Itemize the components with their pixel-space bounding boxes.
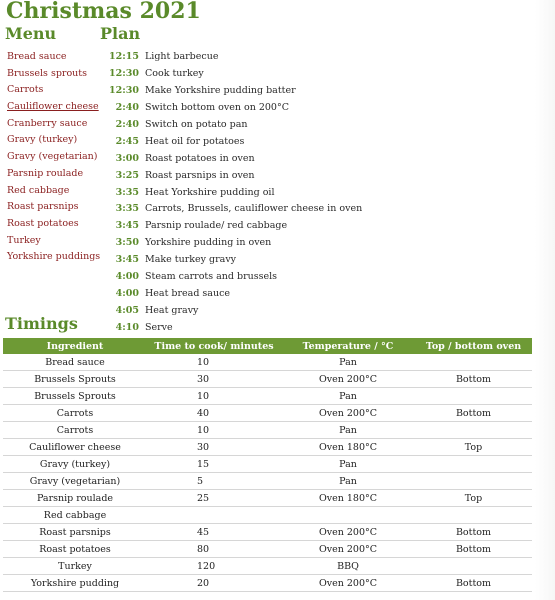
table-row: [3, 473, 532, 490]
cell-time: 10: [147, 354, 281, 371]
cell-temperature: Oven 200°C: [281, 524, 415, 541]
table-row: [3, 456, 532, 473]
cell-ingredient: Red cabbage: [3, 507, 147, 524]
cell-oven: Bottom: [415, 575, 532, 592]
cell-oven: [415, 456, 532, 473]
plan-time: 12:15: [109, 51, 139, 62]
plan-task: Light barbecue: [145, 51, 219, 62]
plan-time: 2:40: [115, 118, 139, 130]
cell-temperature: Oven 200°C: [281, 371, 415, 388]
cell-oven: [415, 354, 532, 371]
cell-ingredient: Gravy (turkey): [3, 456, 147, 473]
plan-item: [100, 218, 362, 235]
table-row: [3, 439, 532, 456]
cell-oven: Bottom: [415, 541, 532, 558]
menu-item: Cranberry sauce: [7, 117, 88, 129]
plan-time: 2:40: [115, 101, 139, 113]
timings-body: [3, 354, 532, 592]
plan-task: Heat Yorkshire pudding oil: [145, 186, 275, 198]
cell-time: 45: [147, 524, 281, 541]
menu-heading: Menu: [5, 24, 57, 43]
plan-time: 3:35: [115, 203, 139, 215]
cell-temperature: Pan: [281, 354, 415, 371]
plan-item: [100, 303, 362, 320]
timings-table: [3, 338, 532, 592]
plan-task: Cook turkey: [145, 67, 204, 79]
plan-item: [100, 66, 362, 83]
column-header-ingredient: Ingredient: [3, 338, 147, 354]
cell-time: 15: [147, 456, 281, 473]
menu-item: Gravy (turkey): [7, 134, 78, 146]
cell-oven: Top: [415, 490, 532, 507]
cell-time: 30: [147, 439, 281, 456]
cell-time: 5: [147, 473, 281, 490]
cell-ingredient: Gravy (vegetarian): [3, 473, 147, 490]
cell-temperature: Oven 180°C: [281, 490, 415, 507]
plan-item: [100, 49, 362, 66]
cell-ingredient: Carrots: [3, 405, 147, 422]
plan-time: 3:45: [115, 220, 139, 232]
cell-oven: [415, 388, 532, 405]
cell-ingredient: Turkey: [3, 558, 147, 575]
menu-item: Cauliflower cheese: [7, 101, 99, 113]
cell-oven: Top: [415, 439, 532, 456]
plan-task: Heat bread sauce: [145, 288, 231, 300]
menu-item: Parsnip roulade: [7, 167, 84, 179]
plan-task: Heat gravy: [145, 305, 199, 317]
plan-task: Serve: [145, 322, 173, 333]
menu-item: Brussels sprouts: [7, 67, 87, 79]
plan-item: [100, 201, 362, 218]
menu-item: Turkey: [7, 234, 41, 246]
table-row: [3, 541, 532, 558]
cell-oven: [415, 558, 532, 575]
menu-item: Roast potatoes: [7, 217, 79, 229]
cell-time: 80: [147, 541, 281, 558]
cell-time: 25: [147, 490, 281, 507]
plan-task: Roast potatoes in oven: [145, 152, 255, 164]
cell-ingredient: Roast parsnips: [3, 524, 147, 541]
plan-item: [100, 151, 362, 168]
page-title: Christmas 2021: [6, 0, 201, 24]
edge-shadow: [535, 0, 555, 600]
cell-temperature: Oven 200°C: [281, 575, 415, 592]
plan-task: Steam carrots and brussels: [145, 271, 278, 283]
plan-time: 3:00: [115, 152, 139, 164]
plan-heading: Plan: [100, 24, 141, 43]
menu-item: Roast parsnips: [7, 201, 79, 213]
plan-item: [100, 235, 362, 252]
cell-ingredient: Yorkshire pudding: [3, 575, 147, 592]
cell-temperature: Pan: [281, 422, 415, 439]
plan-time: 4:10: [115, 322, 139, 333]
cell-oven: [415, 422, 532, 439]
plan-time: 2:45: [115, 135, 139, 147]
menu-list: [7, 49, 100, 266]
cell-time: 120: [147, 558, 281, 575]
table-row: [3, 422, 532, 439]
cell-temperature: Oven 200°C: [281, 405, 415, 422]
plan-item: [100, 117, 362, 134]
plan-item: [100, 83, 362, 100]
table-row: [3, 575, 532, 592]
cell-ingredient: Bread sauce: [3, 354, 147, 371]
plan-item: [100, 168, 362, 185]
table-row: [3, 388, 532, 405]
plan-task: Switch on potato pan: [145, 118, 248, 130]
plan-item: [100, 320, 362, 337]
menu-item: Bread sauce: [7, 51, 67, 62]
timings-heading: Timings: [5, 314, 78, 333]
plan-task: Roast parsnips in oven: [145, 169, 255, 181]
table-row: [3, 405, 532, 422]
table-row: [3, 354, 532, 371]
table-row: [3, 371, 532, 388]
cell-time: 40: [147, 405, 281, 422]
column-header-time: Time to cook/ minutes: [147, 338, 281, 354]
cell-time: 20: [147, 575, 281, 592]
cell-ingredient: Brussels Sprouts: [3, 388, 147, 405]
plan-item: [100, 269, 362, 286]
column-header-temperature: Temperature / °C: [281, 338, 415, 354]
cell-time: [147, 507, 281, 524]
menu-item: Red cabbage: [7, 184, 70, 196]
cell-ingredient: Parsnip roulade: [3, 490, 147, 507]
cell-temperature: Pan: [281, 456, 415, 473]
cell-oven: Bottom: [415, 371, 532, 388]
table-row: [3, 524, 532, 541]
plan-time: 12:30: [109, 84, 139, 96]
column-header-oven: Top / bottom oven: [415, 338, 532, 354]
plan-time: 3:25: [115, 169, 139, 181]
cell-oven: Bottom: [415, 524, 532, 541]
cell-oven: [415, 473, 532, 490]
cell-temperature: Oven 180°C: [281, 439, 415, 456]
cell-temperature: [281, 507, 415, 524]
plan-task: Carrots, Brussels, cauliflower cheese in oven: [145, 203, 363, 215]
cell-oven: Bottom: [415, 405, 532, 422]
plan-item: [100, 100, 362, 117]
plan-task: Yorkshire pudding in oven: [145, 237, 272, 249]
cell-temperature: Oven 200°C: [281, 541, 415, 558]
timings-header-row: [3, 338, 532, 354]
plan-task: Switch bottom oven on 200°C: [145, 101, 289, 113]
cell-time: 10: [147, 422, 281, 439]
plan-time: 12:30: [109, 67, 139, 79]
plan-time: 4:05: [115, 305, 139, 317]
plan-time: 4:00: [115, 271, 139, 283]
menu-item: Carrots: [7, 84, 44, 96]
plan-item: [100, 286, 362, 303]
plan-item: [100, 134, 362, 151]
plan-task: Heat oil for potatoes: [145, 135, 245, 147]
menu-item: Gravy (vegetarian): [7, 151, 98, 163]
plan-item: [100, 252, 362, 269]
cell-oven: [415, 507, 532, 524]
cell-temperature: BBQ: [281, 558, 415, 575]
plan-time: 3:45: [115, 254, 139, 266]
cell-ingredient: Roast potatoes: [3, 541, 147, 558]
plan-time: 3:50: [115, 237, 139, 249]
cell-temperature: Pan: [281, 388, 415, 405]
menu-item: Yorkshire puddings: [7, 251, 101, 263]
plan-time: 3:35: [115, 186, 139, 198]
plan-task: Make Yorkshire pudding batter: [145, 84, 296, 96]
cell-time: 30: [147, 371, 281, 388]
cell-ingredient: Brussels Sprouts: [3, 371, 147, 388]
table-row: [3, 507, 532, 524]
cell-ingredient: Carrots: [3, 422, 147, 439]
cell-ingredient: Cauliflower cheese: [3, 439, 147, 456]
cell-time: 10: [147, 388, 281, 405]
plan-list: [100, 49, 362, 337]
table-row: [3, 490, 532, 507]
plan-task: Parsnip roulade/ red cabbage: [145, 220, 288, 232]
cell-temperature: Pan: [281, 473, 415, 490]
plan-time: 4:00: [115, 288, 139, 300]
plan-item: [100, 185, 362, 202]
plan-task: Make turkey gravy: [145, 254, 237, 266]
table-row: [3, 558, 532, 575]
